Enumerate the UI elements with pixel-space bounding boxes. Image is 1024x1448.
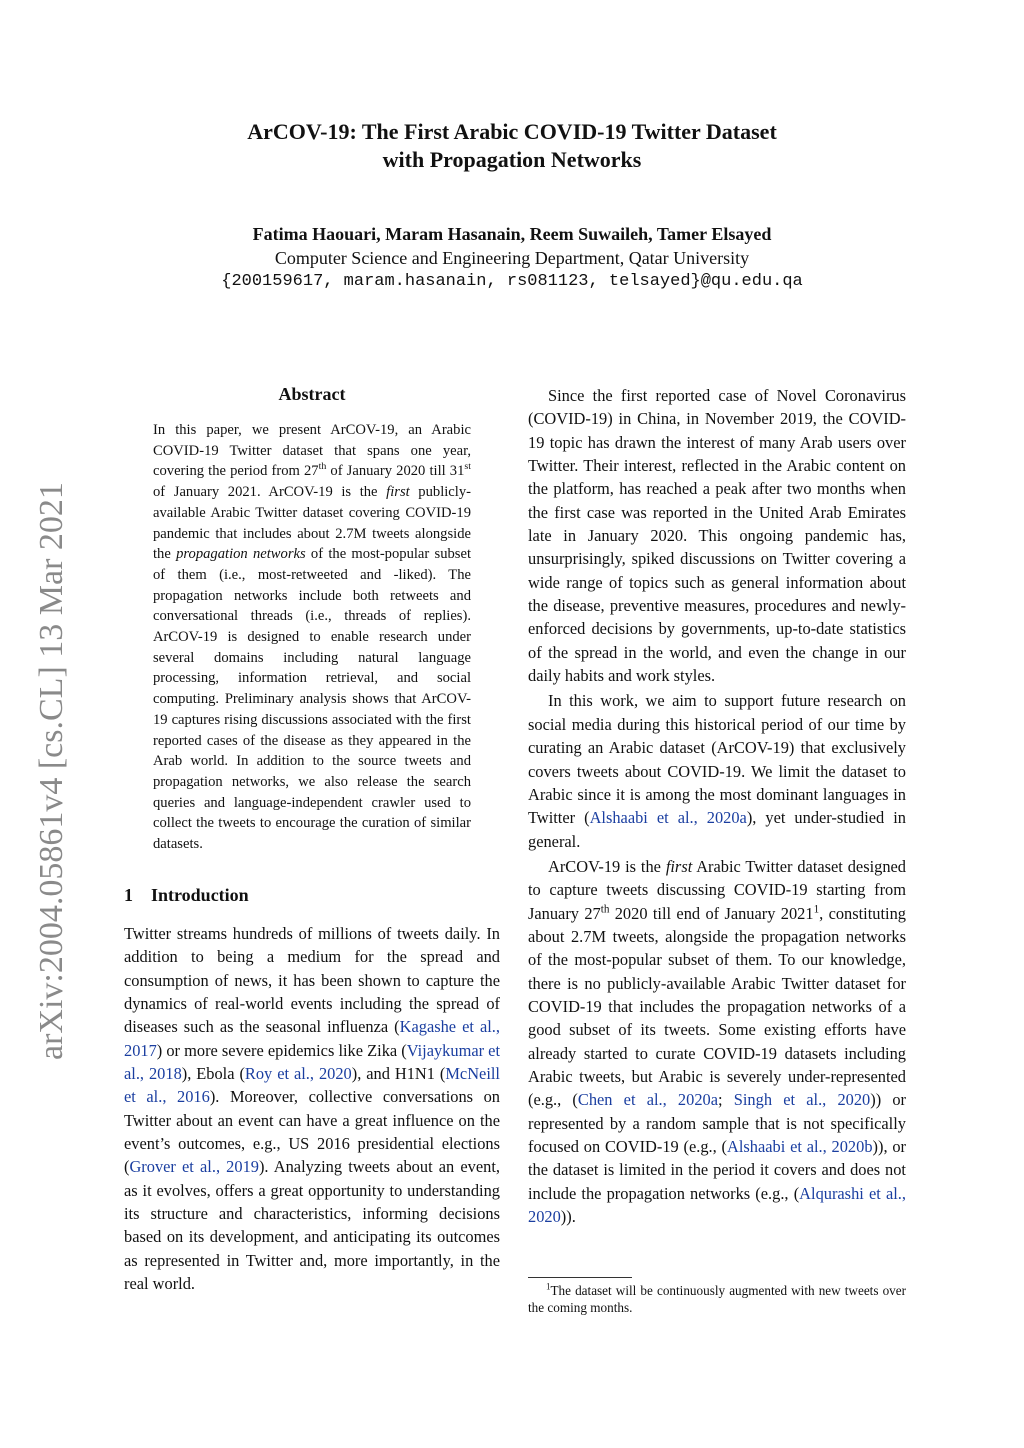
author-block xyxy=(0,222,1024,294)
abstract-heading: Abstract xyxy=(278,384,346,404)
title-line-2: with Propagation Networks xyxy=(382,147,642,172)
intro-paragraph-2: Since the first reported case of Novel Coronavirus (COVID-19) in China, in November 2019, the COVID-19 topic has drawn the interest of many Arab users over Twitter. Their interest, reflected in the Arabic content on the platform, has reached a peak after two months when the first case was reported in the United Arab Emirates late in January 2020. This ongoing pandemic has, unsurprisingly, spiked discussions on Twitter covering a wide range of topics such as general information about the disease, preventive measures, procedures and newly-enforced decisions by governments, up-to-date statistics of the spread in the world, and even the change in our daily habits and work styles. xyxy=(528,386,906,686)
citation-link[interactable]: Vijaykumar et al., 2018 xyxy=(124,1040,500,1084)
section-number: 1 xyxy=(124,885,133,905)
abstract-text: In this paper, we present ArCOV-19, an Arabic COVID-19 Twitter dataset that spans one year, covering the period from 27th of January 2020 till 31st of January 2021. ArCOV-19 is the first publicly-available Arabic Twitter dataset covering COVID-19 pandemic that includes about 2.7M tweets alongside the propagation networks of the most-popular subset of them (i.e., most-retweeted and -liked). The propagation networks include both retweets and conversational threads (i.e., threads of replies). ArCOV-19 is designed to enable research under several domains including natural language processing, information retrieval, and social computing. Preliminary analysis shows that ArCOV-19 captures rising discussions associated with the first reported cases of the disease as they appeared in the Arab world. In addition to the source tweets and propagation networks, we also release the search queries and language-independent crawler used to collect the tweets to encourage the curation of similar datasets. xyxy=(153,422,471,853)
left-column xyxy=(124,922,500,1296)
section-heading-introduction xyxy=(124,885,249,906)
right-column xyxy=(528,384,906,1228)
citation-link[interactable]: Alshaabi et al., 2020a xyxy=(589,808,747,828)
title-line-1: ArCOV-19: The First Arabic COVID-19 Twitter Dataset xyxy=(247,119,777,144)
author-affiliation: Computer Science and Engineering Department, Qatar University xyxy=(274,248,750,268)
intro-paragraph-3: In this work, we aim to support future research on social media during this historical period of our time by curating an Arabic dataset (ArCOV-19) that exclusively covers tweets about COVID-19. We limit the dataset to Arabic since it is among the most dominant languages in Twitter (Alshaabi et al., 2020a), yet under-studied in general. xyxy=(528,691,906,851)
author-names: Fatima Haouari, Maram Hasanain, Reem Suwaileh, Tamer Elsayed xyxy=(252,224,772,244)
citation-link[interactable]: Alqurashi et al., 2020 xyxy=(528,1183,907,1227)
intro-paragraph-1: Twitter streams hundreds of millions of tweets daily. In addition to being a medium for the spread and consumption of news, it has been shown to capture the dynamics of real-world events including the spread of diseases such as the seasonal influenza (Kagashe et al., 2017) or more severe epidemics like Zika (Vijaykumar et al., 2018), Ebola (Roy et al., 2020), and H1N1 (McNeill et al., 2016). Moreover, collective conversations on Twitter about an event can have a great influence on the event’s outcomes, e.g., US 2016 presidential elections (Grover et al., 2019). Analyzing tweets about an event, as it evolves, offers a great opportunity to understanding its structure and characteristics, informing decisions based on its development, and anticipating its outcomes as represented in Twitter and, more importantly, in the real world. xyxy=(124,924,501,1294)
intro-paragraph-4: ArCOV-19 is the first Arabic Twitter dataset designed to capture tweets discussing COVID-19 starting from January 27th 2020 till end of January 2021$^1$, constituting about 2.7M tweets, alongside the propagation networks of the most-popular subset of them. To our knowledge, there is no publicly-available Arabic Twitter dataset for COVID-19 that includes the propagation networks of a good subset of its tweets. Some existing efforts have already started to curate COVID-19 datasets including Arabic tweets, but Arabic is severely under-represented (e.g., (Chen et al., 2020a; Singh et al., 2020)) or represented by a random sample that is not specifically focused on COVID-19 (e.g., (Alshaabi et al., 2020b)), or the dataset is limited in the period it covers and does not include the propagation networks (e.g., (Alqurashi et al., 2020)). xyxy=(528,856,907,1227)
author-emails: {200159617, maram.hasanain, rs081123, telsayed}@qu.edu.qa xyxy=(221,272,803,291)
footnote: $^1$The dataset will be continuously augmented with new tweets over the coming months. xyxy=(528,1281,906,1315)
paper-title xyxy=(0,118,1024,174)
citation-link[interactable]: Kagashe et al., 2017 xyxy=(124,1017,501,1060)
footnote-marker[interactable]: 1 xyxy=(813,903,820,916)
citation-link[interactable]: Roy et al., 2020 xyxy=(244,1064,352,1084)
footnote-divider xyxy=(528,1277,632,1278)
citation-link[interactable]: Singh et al., 2020 xyxy=(733,1090,871,1110)
citation-link[interactable]: Alshaabi et al., 2020b xyxy=(727,1137,873,1156)
section-title: Introduction xyxy=(151,885,249,905)
citation-link[interactable]: Grover et al., 2019 xyxy=(129,1157,259,1177)
arxiv-stamp: arXiv:2004.05861v4 [cs.CL] 13 Mar 2021 xyxy=(33,482,70,1060)
citation-link[interactable]: Chen et al., 2020a xyxy=(577,1090,718,1110)
citation-link[interactable]: McNeill et al., 2016 xyxy=(124,1064,500,1107)
